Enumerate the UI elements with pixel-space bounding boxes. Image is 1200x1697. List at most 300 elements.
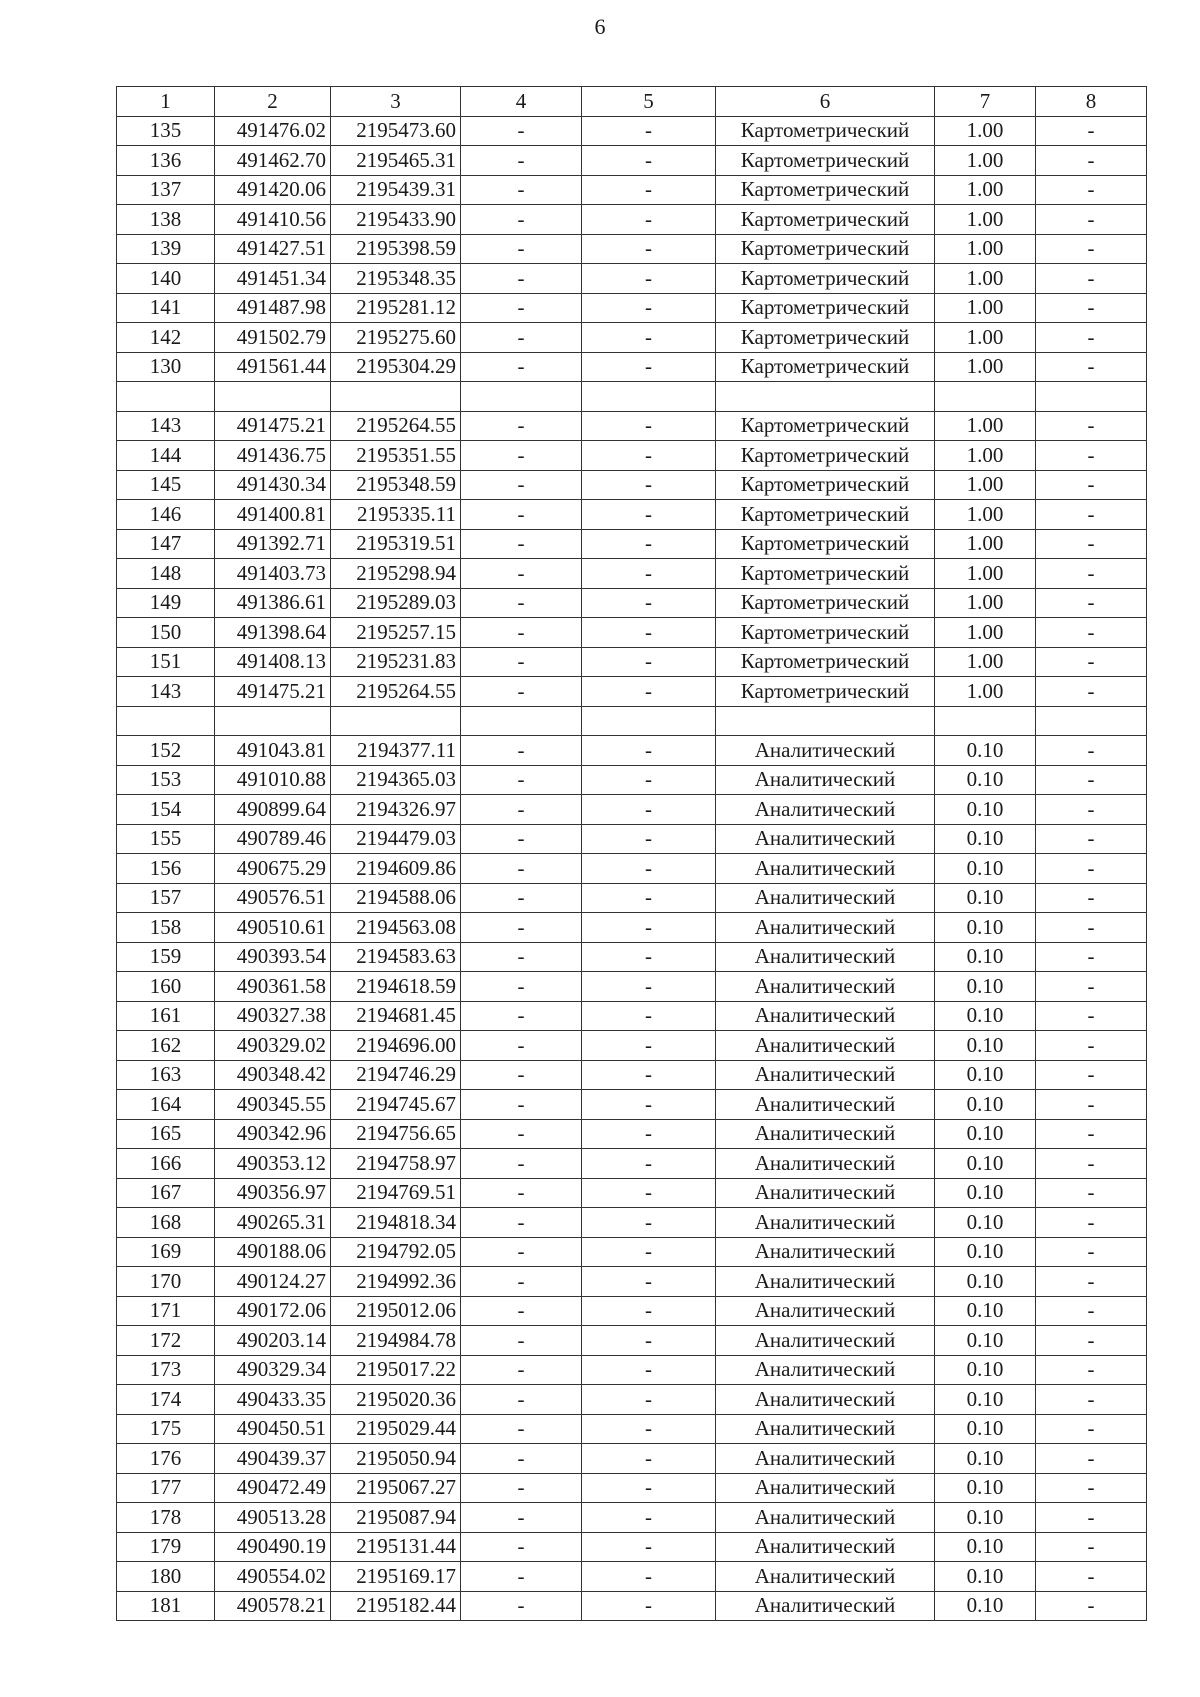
column-5-cell: - xyxy=(582,352,716,382)
column-5-cell: - xyxy=(582,234,716,264)
method-cell: Картометрический xyxy=(716,234,935,264)
table-row xyxy=(117,1178,1147,1208)
y-coordinate-cell: 2195017.22 xyxy=(331,1355,461,1385)
method-cell: Картометрический xyxy=(716,264,935,294)
column-8-cell: - xyxy=(1036,1060,1147,1090)
table-row xyxy=(117,205,1147,235)
column-8-cell: - xyxy=(1036,264,1147,294)
column-8-cell: - xyxy=(1036,883,1147,913)
y-coordinate-cell: 2194696.00 xyxy=(331,1031,461,1061)
method-cell: Аналитический xyxy=(716,883,935,913)
column-4-cell: - xyxy=(461,1414,582,1444)
y-coordinate-cell: 2195264.55 xyxy=(331,411,461,441)
column-8-cell: - xyxy=(1036,1178,1147,1208)
y-coordinate-cell: 2195319.51 xyxy=(331,529,461,559)
x-coordinate-cell: 491451.34 xyxy=(215,264,331,294)
x-coordinate-cell: 490554.02 xyxy=(215,1562,331,1592)
column-8-cell: - xyxy=(1036,1532,1147,1562)
column-4-cell: - xyxy=(461,441,582,471)
y-coordinate-cell: 2194365.03 xyxy=(331,765,461,795)
column-header: 8 xyxy=(1036,87,1147,117)
accuracy-cell: 1.00 xyxy=(935,411,1036,441)
method-cell: Картометрический xyxy=(716,205,935,235)
column-4-cell: - xyxy=(461,411,582,441)
accuracy-cell: 0.10 xyxy=(935,883,1036,913)
column-8-cell: - xyxy=(1036,972,1147,1002)
point-number-cell: 144 xyxy=(117,441,215,471)
x-coordinate-cell xyxy=(215,382,331,412)
y-coordinate-cell: 2194818.34 xyxy=(331,1208,461,1238)
point-number-cell: 166 xyxy=(117,1149,215,1179)
column-5-cell: - xyxy=(582,942,716,972)
point-number-cell: 173 xyxy=(117,1355,215,1385)
table-row xyxy=(117,588,1147,618)
accuracy-cell: 0.10 xyxy=(935,1503,1036,1533)
column-8-cell: - xyxy=(1036,293,1147,323)
y-coordinate-cell: 2195067.27 xyxy=(331,1473,461,1503)
column-4-cell: - xyxy=(461,1178,582,1208)
point-number-cell: 135 xyxy=(117,116,215,146)
method-cell: Аналитический xyxy=(716,1591,935,1621)
method-cell: Картометрический xyxy=(716,559,935,589)
column-5-cell: - xyxy=(582,1562,716,1592)
method-cell: Аналитический xyxy=(716,1355,935,1385)
x-coordinate-cell: 491392.71 xyxy=(215,529,331,559)
table-row xyxy=(117,1208,1147,1238)
table-row xyxy=(117,293,1147,323)
table-row xyxy=(117,264,1147,294)
column-5-cell: - xyxy=(582,795,716,825)
column-8-cell: - xyxy=(1036,500,1147,530)
table-row xyxy=(117,323,1147,353)
column-5-cell: - xyxy=(582,1473,716,1503)
x-coordinate-cell: 491408.13 xyxy=(215,647,331,677)
column-4-cell: - xyxy=(461,972,582,1002)
column-5-cell: - xyxy=(582,470,716,500)
column-5-cell: - xyxy=(582,1090,716,1120)
column-5-cell: - xyxy=(582,1591,716,1621)
column-4-cell: - xyxy=(461,1031,582,1061)
column-8-cell: - xyxy=(1036,234,1147,264)
x-coordinate-cell: 490899.64 xyxy=(215,795,331,825)
y-coordinate-cell: 2195020.36 xyxy=(331,1385,461,1415)
column-5-cell: - xyxy=(582,883,716,913)
method-cell: Картометрический xyxy=(716,677,935,707)
table-row xyxy=(117,1149,1147,1179)
y-coordinate-cell: 2195169.17 xyxy=(331,1562,461,1592)
column-8-cell: - xyxy=(1036,1473,1147,1503)
column-4-cell: - xyxy=(461,1355,582,1385)
method-cell: Картометрический xyxy=(716,647,935,677)
y-coordinate-cell: 2194792.05 xyxy=(331,1237,461,1267)
accuracy-cell: 0.10 xyxy=(935,1178,1036,1208)
point-number-cell: 143 xyxy=(117,677,215,707)
x-coordinate-cell: 491400.81 xyxy=(215,500,331,530)
y-coordinate-cell: 2194588.06 xyxy=(331,883,461,913)
table-row xyxy=(117,824,1147,854)
method-cell: Аналитический xyxy=(716,1090,935,1120)
method-cell: Картометрический xyxy=(716,470,935,500)
column-4-cell: - xyxy=(461,1562,582,1592)
table-header-row xyxy=(117,87,1147,117)
column-5-cell: - xyxy=(582,1267,716,1297)
table-row xyxy=(117,529,1147,559)
y-coordinate-cell: 2195433.90 xyxy=(331,205,461,235)
column-4-cell: - xyxy=(461,500,582,530)
point-number-cell: 148 xyxy=(117,559,215,589)
column-8-cell: - xyxy=(1036,323,1147,353)
column-header: 2 xyxy=(215,87,331,117)
accuracy-cell: 1.00 xyxy=(935,529,1036,559)
column-4-cell: - xyxy=(461,1503,582,1533)
accuracy-cell: 0.10 xyxy=(935,765,1036,795)
column-4-cell xyxy=(461,382,582,412)
method-cell: Картометрический xyxy=(716,529,935,559)
column-4-cell: - xyxy=(461,1090,582,1120)
column-5-cell: - xyxy=(582,1031,716,1061)
column-5-cell xyxy=(582,706,716,736)
accuracy-cell xyxy=(935,706,1036,736)
y-coordinate-cell: 2195335.11 xyxy=(331,500,461,530)
x-coordinate-cell: 490188.06 xyxy=(215,1237,331,1267)
method-cell: Картометрический xyxy=(716,323,935,353)
column-5-cell: - xyxy=(582,441,716,471)
column-5-cell xyxy=(582,382,716,412)
point-number-cell: 170 xyxy=(117,1267,215,1297)
x-coordinate-cell: 490578.21 xyxy=(215,1591,331,1621)
table-row xyxy=(117,1090,1147,1120)
accuracy-cell: 0.10 xyxy=(935,1326,1036,1356)
column-4-cell: - xyxy=(461,883,582,913)
column-4-cell: - xyxy=(461,529,582,559)
x-coordinate-cell: 491043.81 xyxy=(215,736,331,766)
point-number-cell xyxy=(117,382,215,412)
column-4-cell: - xyxy=(461,1326,582,1356)
x-coordinate-cell: 491462.70 xyxy=(215,146,331,176)
column-8-cell: - xyxy=(1036,854,1147,884)
accuracy-cell: 0.10 xyxy=(935,1355,1036,1385)
x-coordinate-cell: 490356.97 xyxy=(215,1178,331,1208)
column-4-cell: - xyxy=(461,1119,582,1149)
point-number-cell: 138 xyxy=(117,205,215,235)
column-8-cell: - xyxy=(1036,116,1147,146)
column-8-cell: - xyxy=(1036,1414,1147,1444)
column-5-cell: - xyxy=(582,1532,716,1562)
column-8-cell: - xyxy=(1036,205,1147,235)
y-coordinate-cell: 2194992.36 xyxy=(331,1267,461,1297)
method-cell: Картометрический xyxy=(716,618,935,648)
point-number-cell: 176 xyxy=(117,1444,215,1474)
x-coordinate-cell: 491420.06 xyxy=(215,175,331,205)
table-row xyxy=(117,234,1147,264)
column-5-cell: - xyxy=(582,588,716,618)
y-coordinate-cell: 2194758.97 xyxy=(331,1149,461,1179)
table-row xyxy=(117,854,1147,884)
column-5-cell: - xyxy=(582,1001,716,1031)
column-8-cell: - xyxy=(1036,795,1147,825)
method-cell xyxy=(716,706,935,736)
accuracy-cell: 0.10 xyxy=(935,913,1036,943)
table-row xyxy=(117,1267,1147,1297)
column-5-cell: - xyxy=(582,1237,716,1267)
x-coordinate-cell: 490265.31 xyxy=(215,1208,331,1238)
column-5-cell: - xyxy=(582,1296,716,1326)
column-4-cell: - xyxy=(461,1001,582,1031)
accuracy-cell: 1.00 xyxy=(935,470,1036,500)
x-coordinate-cell: 491398.64 xyxy=(215,618,331,648)
x-coordinate-cell: 491475.21 xyxy=(215,411,331,441)
accuracy-cell: 1.00 xyxy=(935,677,1036,707)
accuracy-cell: 0.10 xyxy=(935,824,1036,854)
accuracy-cell: 0.10 xyxy=(935,1119,1036,1149)
column-8-cell: - xyxy=(1036,1562,1147,1592)
point-number-cell: 157 xyxy=(117,883,215,913)
accuracy-cell: 1.00 xyxy=(935,293,1036,323)
x-coordinate-cell: 490124.27 xyxy=(215,1267,331,1297)
column-8-cell: - xyxy=(1036,1267,1147,1297)
table-row xyxy=(117,1031,1147,1061)
point-number-cell: 180 xyxy=(117,1562,215,1592)
accuracy-cell: 0.10 xyxy=(935,1414,1036,1444)
point-number-cell: 181 xyxy=(117,1591,215,1621)
column-8-cell xyxy=(1036,706,1147,736)
point-number-cell: 140 xyxy=(117,264,215,294)
table-row xyxy=(117,1532,1147,1562)
method-cell: Картометрический xyxy=(716,146,935,176)
table-row xyxy=(117,441,1147,471)
y-coordinate-cell: 2194326.97 xyxy=(331,795,461,825)
method-cell: Картометрический xyxy=(716,500,935,530)
column-5-cell: - xyxy=(582,1385,716,1415)
column-4-cell: - xyxy=(461,116,582,146)
y-coordinate-cell: 2195439.31 xyxy=(331,175,461,205)
method-cell: Аналитический xyxy=(716,765,935,795)
column-5-cell: - xyxy=(582,1503,716,1533)
y-coordinate-cell: 2195131.44 xyxy=(331,1532,461,1562)
table-row xyxy=(117,411,1147,441)
method-cell: Картометрический xyxy=(716,116,935,146)
column-5-cell: - xyxy=(582,1414,716,1444)
method-cell: Аналитический xyxy=(716,1208,935,1238)
x-coordinate-cell: 490439.37 xyxy=(215,1444,331,1474)
y-coordinate-cell: 2194745.67 xyxy=(331,1090,461,1120)
column-8-cell: - xyxy=(1036,411,1147,441)
column-4-cell: - xyxy=(461,1591,582,1621)
accuracy-cell: 0.10 xyxy=(935,1562,1036,1592)
method-cell: Картометрический xyxy=(716,352,935,382)
column-8-cell: - xyxy=(1036,824,1147,854)
column-8-cell: - xyxy=(1036,441,1147,471)
column-8-cell: - xyxy=(1036,559,1147,589)
column-8-cell: - xyxy=(1036,1149,1147,1179)
column-5-cell: - xyxy=(582,205,716,235)
column-8-cell: - xyxy=(1036,765,1147,795)
accuracy-cell: 1.00 xyxy=(935,116,1036,146)
x-coordinate-cell: 490510.61 xyxy=(215,913,331,943)
table-row xyxy=(117,352,1147,382)
point-number-cell: 162 xyxy=(117,1031,215,1061)
column-8-cell: - xyxy=(1036,1355,1147,1385)
accuracy-cell: 0.10 xyxy=(935,736,1036,766)
x-coordinate-cell: 490513.28 xyxy=(215,1503,331,1533)
point-number-cell xyxy=(117,706,215,736)
column-4-cell: - xyxy=(461,1060,582,1090)
method-cell: Аналитический xyxy=(716,1503,935,1533)
column-5-cell: - xyxy=(582,411,716,441)
accuracy-cell: 1.00 xyxy=(935,500,1036,530)
method-cell: Аналитический xyxy=(716,1296,935,1326)
column-8-cell: - xyxy=(1036,1591,1147,1621)
table-row xyxy=(117,706,1147,736)
column-4-cell: - xyxy=(461,677,582,707)
x-coordinate-cell: 491386.61 xyxy=(215,588,331,618)
column-4-cell: - xyxy=(461,824,582,854)
point-number-cell: 168 xyxy=(117,1208,215,1238)
column-4-cell: - xyxy=(461,618,582,648)
column-8-cell: - xyxy=(1036,1326,1147,1356)
point-number-cell: 141 xyxy=(117,293,215,323)
table-row xyxy=(117,146,1147,176)
x-coordinate-cell: 491476.02 xyxy=(215,116,331,146)
y-coordinate-cell: 2194769.51 xyxy=(331,1178,461,1208)
x-coordinate-cell: 490490.19 xyxy=(215,1532,331,1562)
column-8-cell: - xyxy=(1036,175,1147,205)
method-cell: Аналитический xyxy=(716,1267,935,1297)
column-5-cell: - xyxy=(582,765,716,795)
method-cell: Картометрический xyxy=(716,411,935,441)
table-row xyxy=(117,942,1147,972)
y-coordinate-cell: 2195351.55 xyxy=(331,441,461,471)
y-coordinate-cell: 2194681.45 xyxy=(331,1001,461,1031)
accuracy-cell: 1.00 xyxy=(935,441,1036,471)
column-header: 1 xyxy=(117,87,215,117)
x-coordinate-cell: 490789.46 xyxy=(215,824,331,854)
accuracy-cell: 0.10 xyxy=(935,972,1036,1002)
accuracy-cell: 1.00 xyxy=(935,618,1036,648)
method-cell: Аналитический xyxy=(716,942,935,972)
y-coordinate-cell: 2194984.78 xyxy=(331,1326,461,1356)
point-number-cell: 163 xyxy=(117,1060,215,1090)
y-coordinate-cell: 2195281.12 xyxy=(331,293,461,323)
x-coordinate-cell xyxy=(215,706,331,736)
point-number-cell: 177 xyxy=(117,1473,215,1503)
point-number-cell: 160 xyxy=(117,972,215,1002)
accuracy-cell: 0.10 xyxy=(935,1267,1036,1297)
column-4-cell: - xyxy=(461,352,582,382)
y-coordinate-cell: 2195182.44 xyxy=(331,1591,461,1621)
method-cell: Аналитический xyxy=(716,1414,935,1444)
y-coordinate-cell: 2194583.63 xyxy=(331,942,461,972)
column-4-cell: - xyxy=(461,323,582,353)
x-coordinate-cell: 490172.06 xyxy=(215,1296,331,1326)
point-number-cell: 164 xyxy=(117,1090,215,1120)
point-number-cell: 153 xyxy=(117,765,215,795)
table-row xyxy=(117,1473,1147,1503)
accuracy-cell: 0.10 xyxy=(935,1060,1036,1090)
x-coordinate-cell: 490345.55 xyxy=(215,1090,331,1120)
table-row xyxy=(117,470,1147,500)
point-number-cell: 151 xyxy=(117,647,215,677)
column-5-cell: - xyxy=(582,854,716,884)
column-4-cell: - xyxy=(461,1473,582,1503)
column-4-cell xyxy=(461,706,582,736)
table-body xyxy=(117,116,1147,1621)
column-5-cell: - xyxy=(582,293,716,323)
column-8-cell: - xyxy=(1036,736,1147,766)
column-5-cell: - xyxy=(582,116,716,146)
accuracy-cell xyxy=(935,382,1036,412)
column-8-cell: - xyxy=(1036,1237,1147,1267)
y-coordinate-cell: 2195050.94 xyxy=(331,1444,461,1474)
method-cell: Аналитический xyxy=(716,1237,935,1267)
column-5-cell: - xyxy=(582,529,716,559)
column-8-cell: - xyxy=(1036,1296,1147,1326)
table-row xyxy=(117,972,1147,1002)
table-row xyxy=(117,116,1147,146)
accuracy-cell: 0.10 xyxy=(935,1296,1036,1326)
column-8-cell: - xyxy=(1036,1444,1147,1474)
table-row xyxy=(117,382,1147,412)
column-5-cell: - xyxy=(582,323,716,353)
x-coordinate-cell: 491561.44 xyxy=(215,352,331,382)
column-8-cell: - xyxy=(1036,470,1147,500)
point-number-cell: 142 xyxy=(117,323,215,353)
column-8-cell: - xyxy=(1036,647,1147,677)
method-cell: Картометрический xyxy=(716,175,935,205)
y-coordinate-cell: 2194377.11 xyxy=(331,736,461,766)
x-coordinate-cell: 490393.54 xyxy=(215,942,331,972)
column-4-cell: - xyxy=(461,1237,582,1267)
point-number-cell: 137 xyxy=(117,175,215,205)
point-number-cell: 146 xyxy=(117,500,215,530)
table-row xyxy=(117,647,1147,677)
method-cell: Аналитический xyxy=(716,1031,935,1061)
point-number-cell: 156 xyxy=(117,854,215,884)
column-4-cell: - xyxy=(461,736,582,766)
y-coordinate-cell: 2195473.60 xyxy=(331,116,461,146)
y-coordinate-cell: 2195289.03 xyxy=(331,588,461,618)
accuracy-cell: 0.10 xyxy=(935,942,1036,972)
method-cell: Аналитический xyxy=(716,1178,935,1208)
column-4-cell: - xyxy=(461,913,582,943)
column-5-cell: - xyxy=(582,647,716,677)
x-coordinate-cell: 491410.56 xyxy=(215,205,331,235)
column-4-cell: - xyxy=(461,647,582,677)
y-coordinate-cell: 2194609.86 xyxy=(331,854,461,884)
y-coordinate-cell: 2195275.60 xyxy=(331,323,461,353)
column-5-cell: - xyxy=(582,677,716,707)
point-number-cell: 178 xyxy=(117,1503,215,1533)
y-coordinate-cell: 2195304.29 xyxy=(331,352,461,382)
method-cell: Аналитический xyxy=(716,1532,935,1562)
method-cell: Аналитический xyxy=(716,1149,935,1179)
column-4-cell: - xyxy=(461,205,582,235)
y-coordinate-cell xyxy=(331,706,461,736)
method-cell: Аналитический xyxy=(716,1473,935,1503)
x-coordinate-cell: 490450.51 xyxy=(215,1414,331,1444)
point-number-cell: 161 xyxy=(117,1001,215,1031)
column-4-cell: - xyxy=(461,1385,582,1415)
column-8-cell: - xyxy=(1036,1119,1147,1149)
column-5-cell: - xyxy=(582,618,716,648)
point-number-cell: 154 xyxy=(117,795,215,825)
page-number: 6 xyxy=(594,14,606,39)
column-8-cell: - xyxy=(1036,1503,1147,1533)
column-4-cell: - xyxy=(461,942,582,972)
x-coordinate-cell: 490472.49 xyxy=(215,1473,331,1503)
column-8-cell: - xyxy=(1036,618,1147,648)
column-8-cell: - xyxy=(1036,1090,1147,1120)
